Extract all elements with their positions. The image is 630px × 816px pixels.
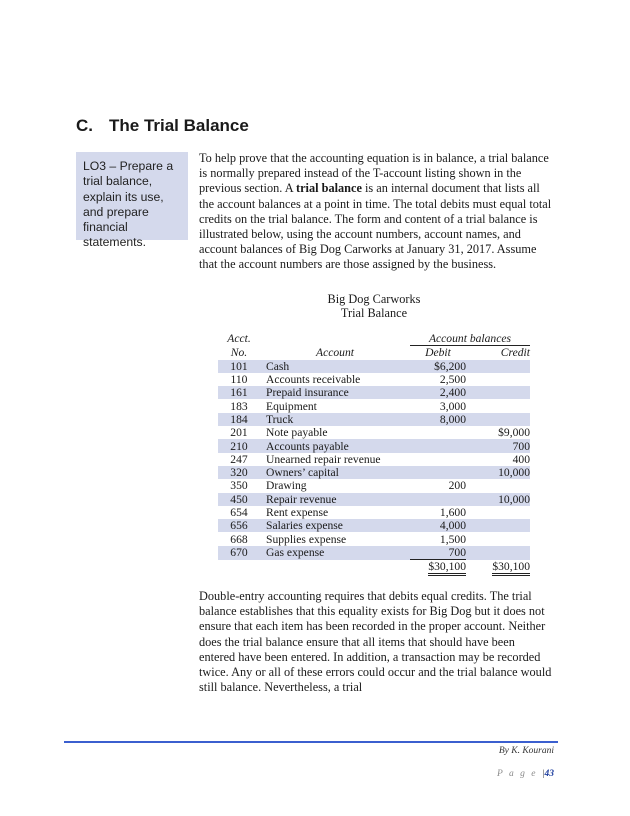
section-letter: C. (76, 116, 93, 135)
account-name: Owners’ capital (260, 466, 410, 479)
intro-text-before: To help prove that the accounting equation is in balance, a trial balance is normally prepared instead of the T-account listing shown in the previous section. A (199, 151, 549, 196)
credit-amount (478, 386, 530, 399)
acct-number: 350 (230, 479, 248, 493)
key-term: trial balance (296, 181, 362, 196)
footer-rule (64, 741, 558, 743)
table-header-row (218, 332, 530, 346)
acct-no-header: No. (230, 346, 248, 360)
total-debit: $30,100 (428, 560, 466, 576)
section-title: The Trial Balance (109, 116, 249, 135)
table-row (218, 519, 530, 532)
debit-amount (410, 426, 466, 439)
acct-number: 654 (230, 506, 248, 519)
author-credit: By K. Kourani (498, 746, 554, 756)
debit-amount (410, 439, 466, 452)
account-name: Salaries expense (260, 519, 410, 532)
credit-amount (478, 413, 530, 426)
credit-amount: 10,000 (478, 493, 530, 506)
acct-number: 656 (218, 519, 260, 532)
debit-amount (410, 453, 466, 466)
table-header-row (218, 346, 530, 360)
acct-number: 110 (230, 373, 248, 387)
account-name: Rent expense (266, 506, 329, 519)
debit-amount: 1,600 (439, 506, 466, 519)
table-row (218, 413, 530, 426)
debit-amount (410, 466, 466, 479)
account-name: Truck (260, 413, 410, 426)
account-name: Equipment (266, 399, 317, 413)
account-name: Gas expense (260, 546, 410, 560)
account-name: Prepaid insurance (260, 386, 410, 399)
page-separator: | (541, 769, 545, 779)
acct-number: 101 (218, 360, 260, 373)
page-number (497, 769, 554, 779)
page-number-value: 43 (544, 769, 554, 779)
table-row (218, 399, 530, 412)
debit-amount: 1,500 (439, 532, 466, 546)
acct-number: 320 (218, 466, 260, 479)
debit-amount (410, 493, 466, 506)
debit-amount: 8,000 (410, 413, 466, 426)
debit-header: Debit (425, 346, 451, 360)
table-row (218, 479, 530, 492)
debit-amount: 2,500 (439, 373, 466, 387)
credit-amount: $9,000 (498, 426, 530, 440)
acct-number: 184 (218, 413, 260, 426)
table-row (218, 439, 530, 452)
credit-amount (478, 373, 530, 386)
trial-balance-table (218, 332, 530, 573)
credit-amount (478, 506, 530, 519)
body-paragraph: Double-entry accounting requires that debits equal credits. The trial balance establishes that this equality exists for Big Dog but it does not ensure that each item has been recorded in the proper account. Neither does the trial balance ensure that all items that should have been entered have been entered. In addition, a transaction may be recorded twice. Any or all of these errors could occur and the trial balance would still balance. Nevertheless, a trial (199, 589, 552, 695)
table-body (218, 360, 530, 560)
account-name: Drawing (266, 479, 307, 493)
credit-amount: 400 (512, 452, 530, 466)
acct-number: 183 (230, 399, 248, 413)
acct-number: 161 (218, 386, 260, 399)
debit-amount: 700 (410, 546, 466, 560)
acct-number: 450 (218, 493, 260, 506)
table-row (218, 506, 530, 519)
intro-text-after: is an internal document that lists all the account balances at a point in time. The total debits must equal total credits on the trial balance. The form and content of a trial balance is illustrated below, using the account numbers, account names, and account balances of Big Dog Carworks at January 31, 2017. Assume that the account numbers are those assigned by the business. (199, 181, 552, 272)
learning-objective-text: LO3 – Prepare a trial balance, explain its use, and prepare financial statements. (83, 159, 174, 250)
credit-amount: 10,000 (478, 466, 530, 479)
acct-number: 210 (218, 439, 260, 452)
table-row (218, 386, 530, 399)
table-row (218, 493, 530, 506)
credit-amount (478, 519, 530, 532)
acct-number: 201 (230, 426, 248, 440)
debit-amount: 3,000 (439, 399, 466, 413)
table-row (218, 546, 530, 560)
account-name: Repair revenue (260, 493, 410, 506)
debit-amount: 200 (448, 479, 466, 493)
account-balances-header: Account balances (410, 332, 530, 346)
debit-amount: 2,400 (410, 386, 466, 399)
account-header: Account (316, 346, 354, 360)
intro-paragraph (199, 151, 554, 273)
acct-number: 247 (230, 452, 248, 466)
account-name: Accounts receivable (266, 373, 361, 387)
page-label: P a g e (497, 769, 538, 779)
credit-header: Credit (500, 346, 530, 360)
account-name: Note payable (266, 426, 328, 440)
credit-amount (478, 360, 530, 373)
debit-amount: $6,200 (410, 360, 466, 373)
table-row (218, 373, 530, 386)
acct-number: 670 (218, 546, 260, 560)
company-name: Big Dog Carworks (327, 292, 421, 306)
section-heading (76, 116, 249, 136)
table-row (218, 466, 530, 479)
account-name: Unearned repair revenue (266, 452, 381, 466)
table-row (218, 426, 530, 439)
account-name: Cash (260, 360, 410, 373)
table-row (218, 532, 530, 545)
account-name: Accounts payable (260, 439, 410, 452)
credit-amount (478, 399, 530, 412)
totals-row (218, 560, 530, 574)
table-row (218, 360, 530, 373)
table-row (218, 453, 530, 466)
acct-number: 668 (230, 532, 248, 546)
credit-amount (478, 479, 530, 492)
total-credit: $30,100 (492, 560, 530, 576)
account-name: Supplies expense (266, 532, 347, 546)
credit-amount (478, 546, 530, 560)
debit-amount: 4,000 (410, 519, 466, 532)
statement-title: Trial Balance (340, 306, 408, 320)
learning-objective-box (76, 152, 188, 250)
credit-amount: 700 (478, 439, 530, 452)
acct-header: Acct. (227, 332, 251, 346)
credit-amount (478, 532, 530, 545)
